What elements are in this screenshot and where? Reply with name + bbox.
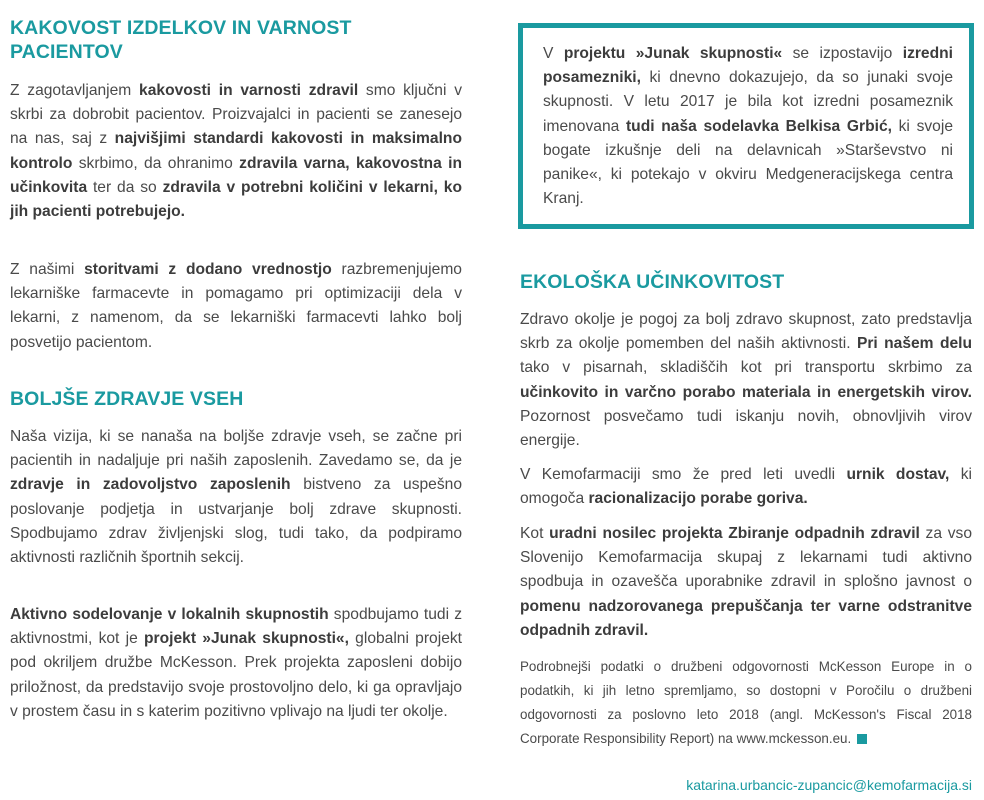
bold-text: storitvami z dodano vrednostjo [84, 261, 332, 278]
footnote-text: Podrobnejši podatki o družbeni odgovornosti McKesson Europe in o podatkih, ki jih letno spremljamo, so dostopni v Poročilu o družbeni odgovornosti za poslovno leto 2018 (angl. McKesson's Fiscal 2018 Corporate Responsibility Report) na www.mckesson.eu. [520, 659, 972, 746]
bold-text: najvišjimi standardi kakovosti in maksimalno kontrolo [10, 130, 462, 172]
box-text [543, 42, 953, 211]
text-run: za vso Slovenijo Kemofarmacija skupaj z lekarnami tudi aktivno spodbuja in ozavešča uporabnike zdravil in splošno javnost o [520, 525, 972, 591]
heading-ekoloska: EKOLOŠKA UČINKOVITOST [520, 271, 785, 293]
paragraph-eko-1 [520, 308, 972, 453]
paragraph-eko-2 [520, 463, 972, 511]
bold-text: racionalizacijo porabe goriva. [588, 490, 808, 508]
text-run: ki dnevno dokazujejo, da so junaki svoje skupnosti. V letu 2017 je bila kot izredni posameznik imenovana [543, 69, 953, 135]
bold-text: zdravila v potrebni količini v lekarni, ko jih pacienti potrebujejo. [10, 178, 463, 221]
text-run: tako v pisarnah, skladiščih kot pri transportu skrbimo za [520, 359, 972, 377]
bold-text: tudi naša sodelavka Belkisa Grbić, [625, 117, 892, 135]
bold-text: Aktivno sodelovanje v lokalnih skupnostih [10, 606, 329, 623]
text-run: smo ključni v skrbi za dobrobit pacientov. Proizvajalci in pacienti se zanesejo na nas, saj z [10, 82, 462, 148]
junak-skupnosti-box [518, 23, 974, 229]
heading-kakovost: KAKOVOST IZDELKOV IN VARNOST PACIENTOV [10, 17, 352, 63]
text-run: Pozornost posvečamo tudi iskanju novih, obnovljivih virov energije. [520, 407, 972, 450]
bold-text: urnik dostav, [846, 466, 950, 483]
paragraph-eko-3 [520, 522, 972, 643]
text-run: Naša vizija, ki se nanaša na boljše zdravje vseh, se začne pri pacientih in nadaljuje pri naših zaposlenih. Zavedamo se, da je [10, 428, 462, 470]
bold-text: projekt »Junak skupnosti«, [144, 630, 349, 648]
text-run: skrbimo, da ohranimo [72, 154, 240, 172]
text-run: globalni projekt pod okriljem družbe McKesson. Prek projekta zaposleni dobijo priložnost, da predstavijo svoje prostovoljno delo, ki ga opravljajo v prostem času in s katerim pozitivno vplivajo na ljudi ter okolje. [10, 630, 462, 720]
text-run: ki omogoča [520, 466, 972, 508]
text-run: V Kemofarmaciji smo že pred leti uvedli [520, 466, 847, 483]
bold-text: izredni posamezniki, [543, 45, 953, 87]
text-run: Zdravo okolje je pogoj za bolj zdravo skupnost, zato predstavlja skrb za okolje pomemben del naših aktivnosti. [520, 311, 972, 353]
paragraph-boljse-1 [10, 425, 462, 570]
text-run: Kot [520, 525, 550, 542]
bold-text: Pri našem delu [856, 335, 973, 353]
bold-text: projektu »Junak skupnosti« [563, 45, 783, 62]
text-run: spodbujamo tudi z aktivnostmi, kot je [10, 606, 462, 648]
bold-text: kakovosti in varnosti zdravil [139, 82, 359, 99]
text-run: se izpostavijo [782, 45, 903, 62]
text-run: V [543, 45, 564, 62]
text-run: bistveno za uspešno poslovanje podjetja in ustvarjanje bolj zdrave skupnosti. Spodbujamo zdrav življenjski slog, tudi tako, da podpiramo aktivnosti različnih športnih sekcij. [10, 476, 462, 567]
footnote-paragraph [520, 655, 972, 751]
paragraph-kakovost-1 [10, 79, 462, 224]
heading-boljse-zdravje: BOLJŠE ZDRAVJE VSEH [10, 388, 244, 410]
text-run: ter da so [87, 178, 163, 196]
bold-text: pomenu nadzorovanega prepuščanja ter varne odstranitve odpadnih zdravil. [520, 597, 972, 639]
paragraph-kakovost-2 [10, 258, 462, 355]
bold-text: zdravje in zadovoljstvo zaposlenih [10, 476, 291, 494]
end-mark-icon [857, 734, 867, 744]
bold-text: zdravila varna, kakovostna in učinkovita [10, 154, 462, 196]
paragraph-boljse-2 [10, 603, 462, 724]
text-run: Z našimi [10, 261, 85, 278]
bold-text: učinkovito in varčno porabo materiala in energetskih virov. [520, 383, 972, 401]
text-run: ki svoje bogate izkušnje deli na delavnicah »Starševstvo ni panike«, ki potekajo v okviru Medgeneracijskega centra Kranj. [543, 117, 953, 208]
text-run: Z zagotavljanjem [10, 82, 140, 99]
contact-email[interactable]: katarina.urbancic-zupancic@kemofarmacija.si [686, 777, 972, 793]
bold-text: uradni nosilec projekta Zbiranje odpadnih zdravil [549, 525, 920, 542]
text-run: razbremenjujemo lekarniške farmacevte in pomagamo pri optimizaciji dela v lekarni, z namenom, da se lekarniški farmacevti lahko bolj posvetijo pacientom. [10, 261, 462, 351]
